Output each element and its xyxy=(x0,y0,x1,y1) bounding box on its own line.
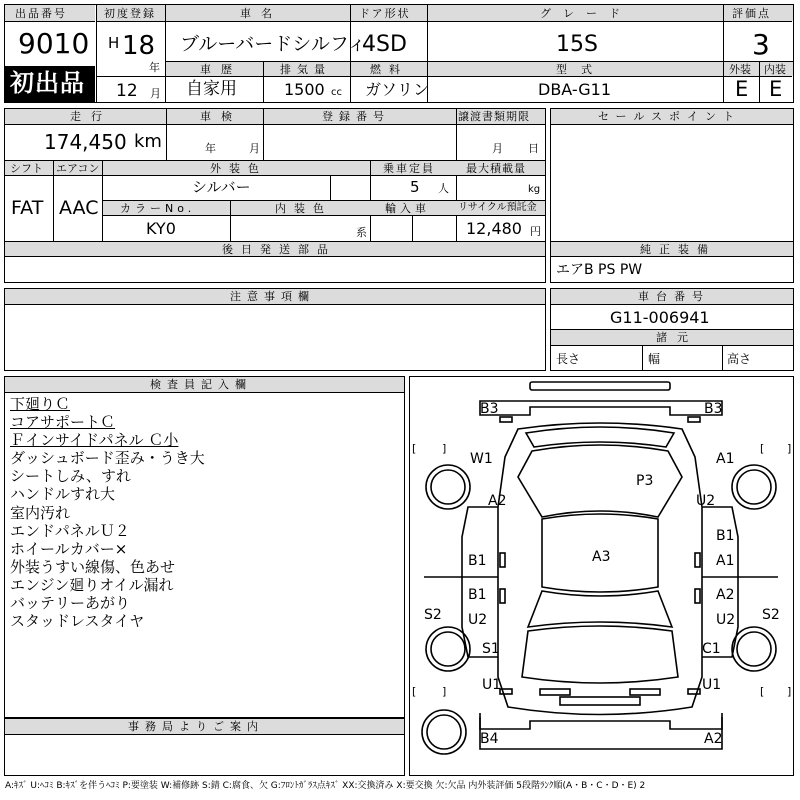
model-label: 型式 xyxy=(556,63,606,76)
svg-text:]: ] xyxy=(787,442,792,455)
length-label: 長さ xyxy=(556,352,581,366)
chassis-label: 車台番号 xyxy=(638,290,710,303)
damage-mark: A1 xyxy=(716,451,735,467)
inspector-line: ハンドルすれ大 xyxy=(10,485,116,504)
displacement-value: 1500 xyxy=(284,80,325,99)
svg-text:]: ] xyxy=(442,442,447,455)
transfer-label: 譲渡書類期限 xyxy=(458,110,530,123)
chassis-number: G11-006941 xyxy=(610,308,710,327)
exterior-label: 外装 xyxy=(729,63,751,76)
damage-mark: U2 xyxy=(696,493,716,509)
damage-mark: U2 xyxy=(716,612,736,628)
car-damage-diagram xyxy=(410,377,793,775)
door-type: 4SD xyxy=(362,32,407,57)
import-label: 輸入車 xyxy=(385,202,430,215)
reg-label: 初度登録 xyxy=(104,7,156,20)
inspector-line: 室内汚れ xyxy=(10,503,71,522)
inspector-line: エンジン廻りオイル漏れ xyxy=(10,575,174,594)
colorno-label: カラーNo. xyxy=(120,202,196,215)
damage-mark: B4 xyxy=(480,731,499,747)
inspector-label: 検査員記入欄 xyxy=(150,378,252,391)
recycle-label: リサイクル預託金 xyxy=(458,202,537,213)
lot-label: 出品番号 xyxy=(15,7,67,20)
capacity-value: 5 xyxy=(410,178,420,196)
history-label: 車歴 xyxy=(200,63,242,76)
damage-mark: S2 xyxy=(762,607,780,623)
colorno-value: KY0 xyxy=(146,219,176,238)
ac-label: エアコン xyxy=(56,162,100,175)
office-label: 事務局よりご案内 xyxy=(128,720,264,733)
shift-label: シフト xyxy=(10,162,43,175)
equipment-label: 純正装備 xyxy=(640,243,716,256)
history-value: 自家用 xyxy=(186,79,237,99)
svg-text:[: [ xyxy=(760,442,765,455)
reg-year: 18 xyxy=(122,31,156,61)
exterior-grade: E xyxy=(735,77,749,101)
grade-value: 15S xyxy=(556,32,598,57)
door-label: ドア形状 xyxy=(359,7,411,20)
displacement-label: 排気量 xyxy=(280,63,331,76)
damage-mark: U2 xyxy=(468,612,488,628)
inspector-line: エンドパネルＵ２ xyxy=(10,521,130,540)
damage-mark: U1 xyxy=(482,677,502,693)
interior-label: 内装 xyxy=(764,63,786,76)
legend-text: A:ｷｽﾞ U:ﾍｺﾐ B:ｷｽﾞを伴うﾍｺﾐ P:要塗装 W:補修跡 S:錆 C:腐食、欠 G:ﾌﾛﾝﾄｶﾞﾗｽ点ｷｽﾞ XX:交換済み X:要交換 欠:欠品 内外装評価 5段階ﾗﾝｸ順(A・B・C・D・E) 2 xyxy=(5,781,646,791)
inspector-line: Ｆインサイドパネル Ｃ小 xyxy=(10,431,179,450)
inspection-label: 車検 xyxy=(200,110,242,123)
ac-value: AAC xyxy=(59,197,99,219)
spec-label: 諸元 xyxy=(656,331,698,344)
inspector-line: ダッシュボード歪み・うき大 xyxy=(10,449,205,468)
grade-label: グレード xyxy=(540,7,632,20)
inspector-line: スタッドレスタイヤ xyxy=(10,612,145,631)
mileage-label: 走行 xyxy=(70,110,112,123)
damage-mark: B3 xyxy=(704,401,723,417)
recycle-value: 12,480 xyxy=(466,219,522,238)
intcolor-label: 内装色 xyxy=(275,202,332,215)
damage-mark: A2 xyxy=(488,493,507,509)
damage-mark: A3 xyxy=(592,549,611,565)
load-label: 最大積載量 xyxy=(466,162,526,175)
damage-mark: B1 xyxy=(716,528,735,544)
score-value: 3 xyxy=(752,28,770,61)
reg-month: 12 xyxy=(116,81,138,101)
notes-label: 注意事項欄 xyxy=(230,290,315,303)
damage-mark: B1 xyxy=(468,587,487,603)
fuel-value: ガソリン xyxy=(365,80,430,99)
damage-mark: A2 xyxy=(716,587,735,603)
svg-text:[: [ xyxy=(412,685,417,698)
width-label: 幅 xyxy=(648,352,661,366)
sales-point-label: セールスポイント xyxy=(598,110,742,123)
inspector-notes xyxy=(10,395,205,630)
car-name: ブルーバードシルフィ xyxy=(180,33,367,55)
equipment-value: エアB PS PW xyxy=(556,262,643,278)
fuel-label: 燃料 xyxy=(370,63,408,76)
svg-text:[: [ xyxy=(760,685,765,698)
height-label: 高さ xyxy=(727,352,752,366)
damage-mark: C1 xyxy=(702,641,721,657)
first-listing-text: 初出品 xyxy=(10,69,85,97)
damage-mark: B1 xyxy=(468,553,487,569)
shift-value: FAT xyxy=(11,197,44,219)
damage-mark: W1 xyxy=(470,451,493,467)
color-value: シルバー xyxy=(192,178,251,196)
inspector-line: コアサポートＣ xyxy=(10,413,116,432)
damage-mark: P3 xyxy=(636,473,654,489)
damage-mark: U1 xyxy=(702,677,722,693)
damage-mark: B3 xyxy=(480,401,499,417)
capacity-label: 乗車定員 xyxy=(383,162,435,175)
inspector-line: シートしみ、すれ xyxy=(10,467,131,486)
sales-point-box xyxy=(550,108,794,242)
damage-mark: S2 xyxy=(424,607,442,623)
svg-text:]: ] xyxy=(787,685,792,698)
score-label: 評価点 xyxy=(732,7,771,20)
car-name-label: 車名 xyxy=(240,7,282,20)
later-parts-label: 後日発送部品 xyxy=(222,243,336,256)
inspector-line: バッテリーあがり xyxy=(10,594,131,613)
mileage-value: 174,450 xyxy=(44,130,127,154)
damage-mark: A1 xyxy=(716,553,735,569)
color-label: 外装色 xyxy=(210,162,267,175)
damage-mark: S1 xyxy=(482,641,500,657)
reg-era: H xyxy=(108,34,120,52)
inspector-line: 外装うすい線傷、色あせ xyxy=(10,557,176,576)
interior-grade: E xyxy=(769,77,783,101)
svg-text:[: [ xyxy=(412,442,417,455)
inspector-line: ホイールカバー× xyxy=(10,539,128,558)
damage-mark: A2 xyxy=(704,731,723,747)
model-value: DBA-G11 xyxy=(538,80,612,99)
lot-number: 9010 xyxy=(18,27,90,60)
regno-label: 登録番号 xyxy=(322,110,390,123)
svg-text:]: ] xyxy=(442,685,447,698)
inspector-line: 下廻りＣ xyxy=(10,395,71,413)
